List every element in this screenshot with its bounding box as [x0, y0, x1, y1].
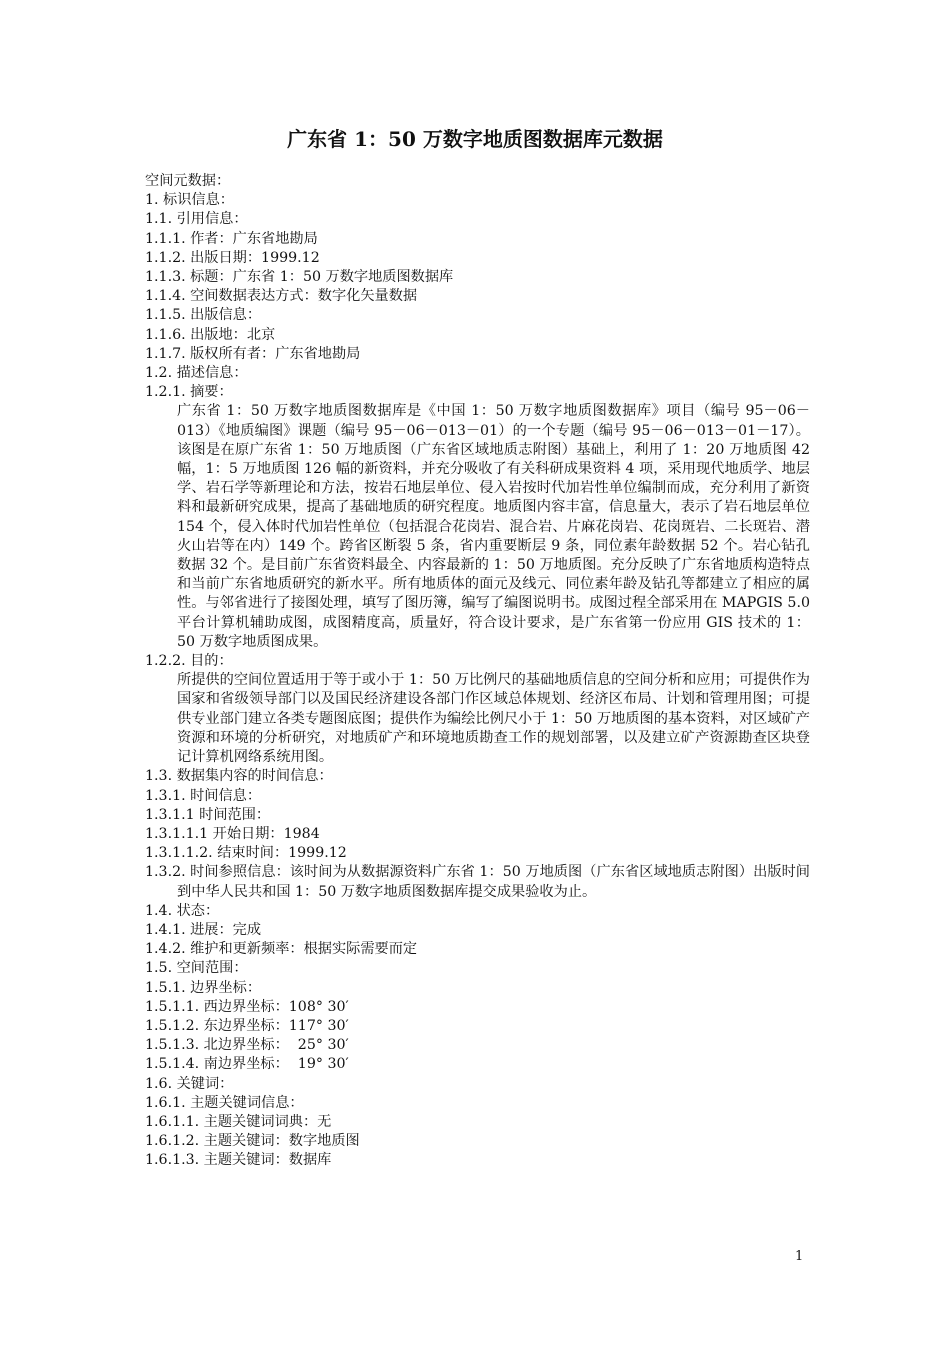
- heading-citation-info: 1.1. 引用信息：: [145, 211, 248, 228]
- field-end-date: 1.3.1.1.2. 结束时间：1999.12: [145, 845, 347, 862]
- section-spatial-metadata: 空间元数据：: [145, 173, 231, 189]
- field-east-bound: 1.5.1.2. 东边界坐标：117° 30′: [145, 1017, 349, 1034]
- heading-abstract: 1.2.1. 摘要：: [145, 384, 233, 401]
- heading-description-info: 1.2. 描述信息：: [145, 365, 248, 382]
- field-publication-info: 1.1.5. 出版信息：: [145, 307, 262, 324]
- field-publish-place: 1.1.6. 出版地：北京: [145, 326, 276, 343]
- abstract-paragraph: 广东省 1：50 万数字地质图数据库是《中国 1：50 万数字地质图数据库》项目（编号 95－06－013）《地质编图》课题（编号 95－06－013－01）的一个专题（编号 95－06－013－01－17）。该图是在原广东省 1：50 万地质图（广东省区域地质志附图）基础上，利用了 1：20 万地质图 42 幅，1：5 万地质图 126 幅的新资料，并充分吸收了有关科研成果资料 4 项，采用现代地质学、地层学、岩石学等新理论和方法，按岩石地层单位、侵入岩按时代加岩性单位编制而成，充分利用了新资料和最新研究成果，提高了基础地质的研究程度。地质图内容丰富，信息量大，表示了岩石地层单位 154 个，侵入体时代加岩性单位（包括混合花岗岩、混合岩、片麻花岗岩、花岗斑岩、二长斑岩、潜火山岩等在内）149 个。跨省区断裂 5 条，省内重要断层 9 条，同位素年龄数据 52 个。岩心钻孔数据 32 个。是目前广东省资料最全、内容最新的 1：50 万地质图。充分反映了广东省地质构造特点和当前广东省地质研究的新水平。所有地质体的面元及线元、同位素年龄及钻孔等都建立了相应的属性。与邻省进行了接图处理，填写了图历簿，编写了编图说明书。成图过程全部采用在 MAPGIS 5.0 平台计算机辅助成图，成图精度高，质量好，符合设计要求，是广东省第一份应用 GIS 技术的 1：50 万数字地质图成果。: [177, 403, 810, 650]
- field-spatial-representation: 1.1.4. 空间数据表达方式：数字化矢量数据: [145, 288, 418, 305]
- field-keyword-digital-geologic-map: 1.6.1.2. 主题关键词：数字地质图: [145, 1133, 360, 1150]
- field-title: 1.1.3. 标题：广东省 1：50 万数字地质图数据库: [145, 269, 454, 286]
- field-copyright-owner: 1.1.7. 版权所有者：广东省地勘局: [145, 345, 361, 362]
- heading-bounding-coordinates: 1.5.1. 边界坐标：: [145, 979, 262, 996]
- field-keyword-thesaurus: 1.6.1.1. 主题关键词词典：无: [145, 1113, 332, 1130]
- purpose-paragraph: 所提供的空间位置适用于等于或小于 1：50 万比例尺的基础地质信息的空间分析和应用；可提供作为国家和省级领导部门以及国民经济建设各部门作区域总体规划、经济区布局、计划和管理用图；可提供专业部门建立各类专题图底图；提供作为编绘比例尺小于 1：50 万地质图的基本资料，对区域矿产资源和环境的分析研究，对地质矿产和环境地质勘查工作的规划部署，以及建立矿产资源勘查区块登记计算机网络系统用图。: [177, 672, 810, 766]
- heading-identification-info: 1. 标识信息：: [145, 192, 234, 209]
- field-south-bound: 1.5.1.4. 南边界坐标： 19° 30′: [145, 1056, 349, 1073]
- field-start-date: 1.3.1.1.1 开始日期：1984: [145, 825, 320, 842]
- document-title: 广东省 1：50 万数字地质图数据库元数据: [287, 127, 663, 151]
- heading-time-info: 1.3.1. 时间信息：: [145, 787, 262, 804]
- heading-spatial-extent: 1.5. 空间范围：: [145, 960, 248, 977]
- heading-time-range: 1.3.1.1 时间范围：: [145, 806, 271, 823]
- heading-keywords: 1.6. 关键词：: [145, 1075, 234, 1092]
- page-number: 1: [795, 1249, 804, 1264]
- heading-theme-keyword-info: 1.6.1. 主题关键词信息：: [145, 1094, 304, 1111]
- heading-status: 1.4. 状态：: [145, 902, 220, 919]
- metadata-body: [145, 172, 810, 1171]
- field-publish-date: 1.1.2. 出版日期：1999.12: [145, 249, 320, 266]
- heading-temporal-info: 1.3. 数据集内容的时间信息：: [145, 768, 333, 785]
- field-author: 1.1.1. 作者：广东省地勘局: [145, 230, 318, 247]
- field-north-bound: 1.5.1.3. 北边界坐标： 25° 30′: [145, 1037, 349, 1054]
- field-time-reference: 1.3.2. 时间参照信息：该时间为从数据源资料广东省 1：50 万地质图（广东省区域地质志附图）出版时间到中华人民共和国 1：50 万数字地质图数据库提交成果验收为止。: [145, 864, 810, 900]
- field-west-bound: 1.5.1.1. 西边界坐标：108° 30′: [145, 998, 349, 1015]
- field-update-frequency: 1.4.2. 维护和更新频率：根据实际需要而定: [145, 941, 418, 958]
- heading-purpose: 1.2.2. 目的：: [145, 653, 233, 670]
- field-progress: 1.4.1. 进展：完成: [145, 921, 262, 938]
- field-keyword-database: 1.6.1.3. 主题关键词：数据库: [145, 1152, 332, 1169]
